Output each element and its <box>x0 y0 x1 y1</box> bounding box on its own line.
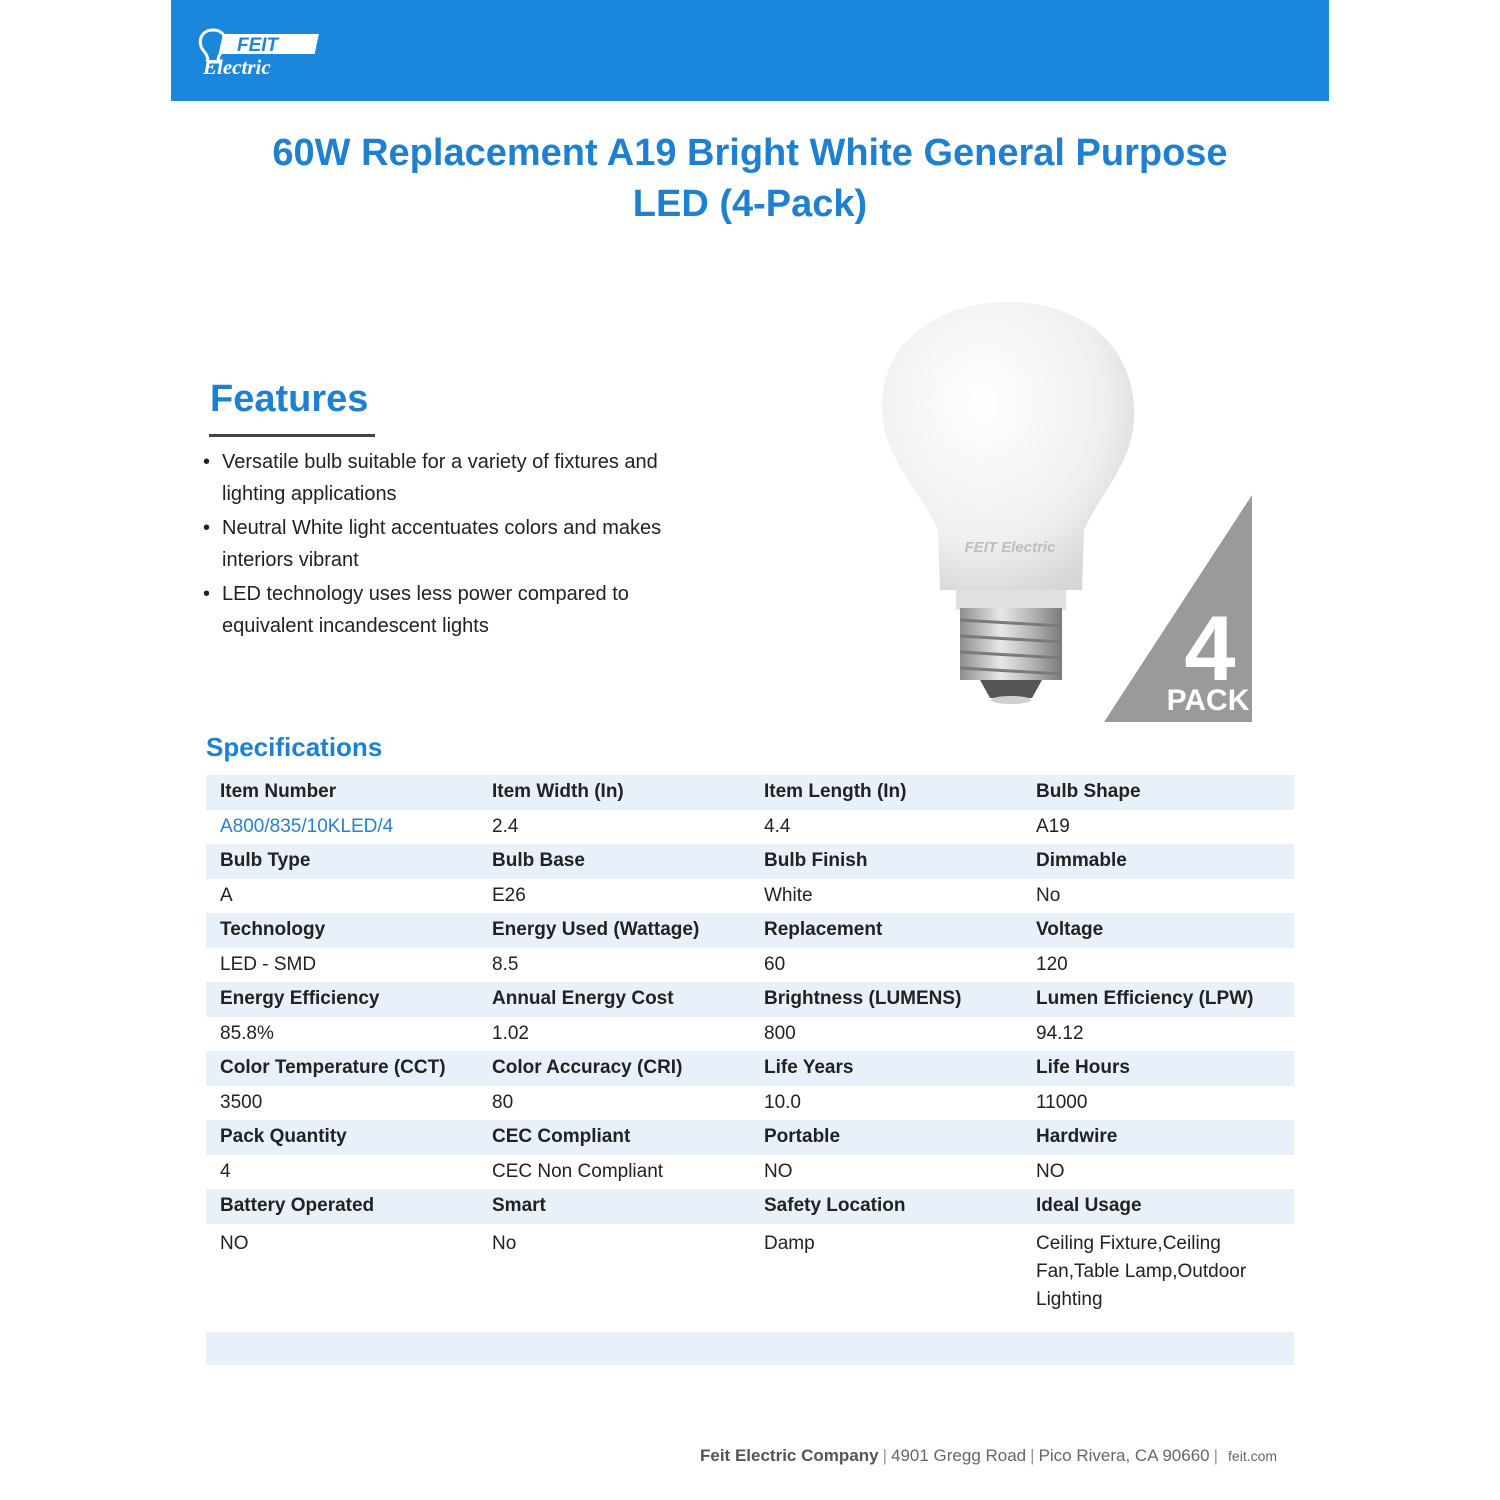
spec-value: NO <box>764 1160 793 1182</box>
spec-value: No <box>1036 884 1061 906</box>
spec-value: LED - SMD <box>220 953 317 975</box>
spec-value: 80 <box>492 1091 514 1113</box>
spec-label-row <box>206 1051 1294 1086</box>
feature-item <box>203 446 723 510</box>
feature-item <box>203 578 723 642</box>
logo-text-top: FEIT <box>237 35 279 56</box>
spec-value: 800 <box>764 1022 796 1044</box>
page-title <box>200 128 1300 230</box>
spec-label: Energy Used (Wattage) <box>492 919 700 941</box>
spec-label-row <box>206 1189 1294 1224</box>
product-image <box>860 290 1270 730</box>
spec-value: 10.0 <box>764 1091 801 1113</box>
spec-table-footer-band <box>206 1332 1294 1365</box>
footer-address: 4901 Gregg Road <box>890 1446 1027 1465</box>
spec-label: Technology <box>220 919 326 941</box>
spec-label: Replacement <box>764 919 883 941</box>
spec-label: Item Length (In) <box>764 781 907 803</box>
spec-label: Bulb Shape <box>1036 781 1141 803</box>
spec-label: Life Hours <box>1036 1057 1130 1079</box>
spec-value: No <box>492 1232 517 1254</box>
logo-text-bottom: Electric <box>203 55 271 79</box>
footer-separator: | <box>1213 1446 1219 1465</box>
spec-label: Color Temperature (CCT) <box>220 1057 446 1079</box>
features-underline <box>209 434 375 437</box>
spec-value: 4 <box>220 1160 231 1182</box>
spec-label: Bulb Finish <box>764 850 868 872</box>
spec-value: 60 <box>764 953 786 975</box>
bullet-icon: • <box>203 451 211 473</box>
spec-value-row <box>206 948 1294 983</box>
spec-value: 2.4 <box>492 815 519 837</box>
feature-text: Neutral White light accentuates colors and makes interiors vibrant <box>222 517 662 571</box>
spec-label: Ideal Usage <box>1036 1195 1142 1217</box>
spec-label: Smart <box>492 1195 546 1217</box>
footer-company: Feit Electric Company <box>700 1446 879 1465</box>
bullet-icon: • <box>203 583 211 605</box>
specifications-heading: Specifications <box>206 732 383 762</box>
spec-value: Damp <box>764 1232 815 1254</box>
badge-text: PACK <box>1166 684 1250 717</box>
footer-city: Pico Rivera, CA 90660 <box>1038 1446 1210 1465</box>
feature-item <box>203 512 723 576</box>
footer <box>700 1446 1300 1466</box>
badge-number: 4 <box>1184 598 1236 700</box>
spec-label-row <box>206 775 1294 810</box>
spec-value: 3500 <box>220 1091 263 1113</box>
spec-value: 94.12 <box>1036 1022 1084 1044</box>
title-line-2: LED (4-Pack) <box>632 183 868 225</box>
spec-label: Voltage <box>1036 919 1104 941</box>
footer-separator: | <box>882 1446 887 1465</box>
spec-label: CEC Compliant <box>492 1126 631 1148</box>
spec-label: Annual Energy Cost <box>492 988 674 1010</box>
spec-label-row <box>206 844 1294 879</box>
title-line-1: 60W Replacement A19 Bright White General Purpose <box>272 132 1228 174</box>
spec-label: Brightness (LUMENS) <box>764 988 962 1010</box>
bullet-icon: • <box>203 517 211 539</box>
features-heading: Features <box>210 378 369 420</box>
spec-value-row <box>206 810 1294 845</box>
spec-label: Pack Quantity <box>220 1126 347 1148</box>
bulb-logo-text: FEIT Electric <box>964 539 1056 556</box>
footer-website-link[interactable]: feit.com <box>1228 1448 1278 1464</box>
spec-value: A19 <box>1036 815 1070 837</box>
spec-value-row <box>206 1017 1294 1052</box>
spec-value: Ceiling Fixture,Ceiling Fan,Table Lamp,Outdoor Lighting <box>1036 1232 1247 1310</box>
spec-label: Energy Efficiency <box>220 988 380 1010</box>
spec-label: Portable <box>764 1126 841 1148</box>
spec-value: 85.8% <box>220 1022 274 1044</box>
spec-value: 120 <box>1036 953 1068 975</box>
feature-text: LED technology uses less power compared to equivalent incandescent lights <box>222 583 629 637</box>
spec-value: NO <box>1036 1160 1065 1182</box>
spec-value: 1.02 <box>492 1022 529 1044</box>
footer-separator: | <box>1030 1446 1035 1465</box>
spec-label: Safety Location <box>764 1195 906 1217</box>
specifications-table <box>206 775 1294 1365</box>
spec-value: E26 <box>492 884 526 906</box>
feature-text: Versatile bulb suitable for a variety of fixtures and lighting applications <box>222 451 658 505</box>
spec-label-row <box>206 913 1294 948</box>
spec-label-row <box>206 982 1294 1017</box>
header-bar <box>171 0 1329 101</box>
spec-value-row <box>206 1224 1294 1332</box>
spec-value: 8.5 <box>492 953 519 975</box>
feit-logo <box>197 24 327 80</box>
spec-value: CEC Non Compliant <box>492 1160 664 1182</box>
spec-value: NO <box>220 1232 249 1254</box>
spec-value-row <box>206 1086 1294 1121</box>
item-number-link[interactable]: A800/835/10KLED/4 <box>220 815 394 837</box>
spec-value-row <box>206 879 1294 914</box>
spec-label: Bulb Base <box>492 850 585 872</box>
spec-value-row <box>206 1155 1294 1190</box>
feature-list <box>203 446 723 644</box>
spec-label: Color Accuracy (CRI) <box>492 1057 683 1079</box>
spec-label-row <box>206 1120 1294 1155</box>
spec-label: Lumen Efficiency (LPW) <box>1036 988 1254 1010</box>
spec-label: Bulb Type <box>220 850 311 872</box>
spec-value: 11000 <box>1036 1091 1088 1113</box>
spec-label: Hardwire <box>1036 1126 1118 1148</box>
spec-label: Dimmable <box>1036 850 1127 872</box>
spec-value: White <box>764 884 813 906</box>
spec-value: A <box>220 884 233 906</box>
spec-value: 4.4 <box>764 815 791 837</box>
spec-label: Life Years <box>764 1057 854 1079</box>
spec-label: Item Number <box>220 781 337 803</box>
spec-label: Battery Operated <box>220 1195 375 1217</box>
spec-label: Item Width (In) <box>492 781 624 803</box>
